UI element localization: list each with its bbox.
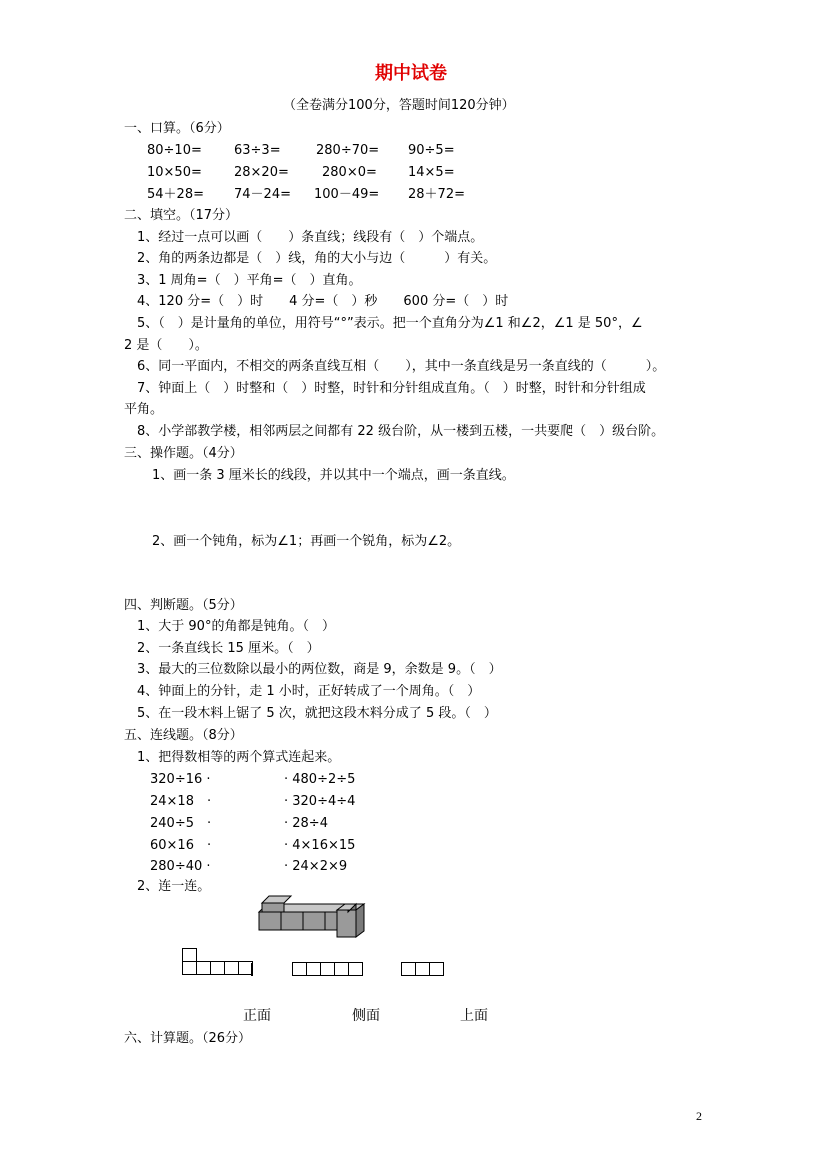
exam-subtitle: （全卷满分100分，答题时间120分钟） <box>283 98 515 113</box>
section-6-heading: 六、计算题。（26分） <box>124 1031 252 1046</box>
draw-question: 1、画一条 3 厘米长的线段，并以其中一个端点，画一条直线。 <box>152 468 515 483</box>
section-5-heading: 五、连线题。（8分） <box>124 728 243 743</box>
match-left-expression: 320÷16 · <box>150 772 211 787</box>
judge-question: 2、一条直线长 15 厘米。（ ） <box>137 641 320 656</box>
match-left-expression: 60×16 · <box>150 838 212 853</box>
section-2-heading: 二、填空。（17分） <box>124 208 239 223</box>
fill-question: 7、钟面上（ ）时整和（ ）时整，时针和分针组成直角。（ ）时整，时针和分针组成 <box>137 381 646 396</box>
match-right-expression: · 480÷2÷5 <box>284 772 356 787</box>
calc-item: 280÷70= <box>316 143 380 158</box>
match-right-expression: · 28÷4 <box>284 816 328 831</box>
calc-item: 54＋28= <box>147 187 204 202</box>
view-label-side: 侧面 <box>352 1008 380 1024</box>
section-3-heading: 三、操作题。（4分） <box>124 446 243 461</box>
calc-item: 14×5= <box>408 165 455 180</box>
fill-question: 8、小学部教学楼，相邻两层之间都有 22 级台阶，从一楼到五楼，一共要爬（ ）级台阶。 <box>137 424 665 439</box>
judge-question: 1、大于 90°的角都是钝角。（ ） <box>137 619 335 634</box>
calc-item: 74－24= <box>234 187 291 202</box>
match-left-expression: 240÷5 · <box>150 816 212 831</box>
match-right-expression: · 320÷4÷4 <box>284 794 356 809</box>
view-shape-a <box>182 948 254 976</box>
calc-item: 28＋72= <box>408 187 465 202</box>
page-title: 期中试卷 <box>375 63 447 84</box>
section-1-heading: 一、口算。（6分） <box>124 121 230 136</box>
fill-question: 3、1 周角=（ ）平角=（ ）直角。 <box>137 273 362 288</box>
calc-item: 63÷3= <box>234 143 281 158</box>
fill-question-continued: 平角。 <box>124 402 164 417</box>
calc-item: 10×50= <box>147 165 202 180</box>
calc-item: 90÷5= <box>408 143 455 158</box>
match-right-expression: · 24×2×9 <box>284 859 348 874</box>
match-left-expression: 24×18 · <box>150 794 212 809</box>
view-shape-b <box>292 962 364 976</box>
view-label-front: 正面 <box>243 1008 271 1024</box>
calc-item: 28×20= <box>234 165 289 180</box>
calc-item: 100－49= <box>314 187 380 202</box>
view-label-top: 上面 <box>460 1008 488 1024</box>
draw-question: 2、画一个钝角，标为∠1；再画一个锐角，标为∠2。 <box>152 534 461 549</box>
judge-question: 4、钟面上的分针，走 1 小时，正好转成了一个周角。（ ） <box>137 684 481 699</box>
judge-question: 3、最大的三位数除以最小的两位数，商是 9，余数是 9。（ ） <box>137 662 502 677</box>
fill-question: 6、同一平面内，不相交的两条直线互相（ ），其中一条直线是另一条直线的（ ）。 <box>137 359 666 374</box>
fill-question: 4、120 分=（ ）时 4 分=（ ）秒 600 分=（ ）时 <box>137 294 509 309</box>
page-number: 2 <box>696 1109 702 1123</box>
view-shape-c <box>401 962 445 976</box>
match-right-expression: · 4×16×15 <box>284 838 356 853</box>
calc-item: 80÷10= <box>147 143 202 158</box>
section-4-heading: 四、判断题。（5分） <box>124 598 243 613</box>
match-left-expression: 280÷40 · <box>150 859 211 874</box>
match-views-instruction: 2、连一连。 <box>137 879 211 894</box>
match-instruction: 1、把得数相等的两个算式连起来。 <box>137 750 341 765</box>
cube-stack-figure <box>256 893 374 939</box>
fill-question: 2、角的两条边都是（ ）线，角的大小与边（ ）有关。 <box>137 251 497 266</box>
fill-question: 5、（ ）是计量角的单位，用符号“°”表示。把一个直角分为∠1 和∠2，∠1 是 50°，∠ <box>137 316 643 331</box>
judge-question: 5、在一段木料上锯了 5 次，就把这段木料分成了 5 段。（ ） <box>137 706 497 721</box>
fill-question: 1、经过一点可以画（ ）条直线；线段有（ ）个端点。 <box>137 230 484 245</box>
fill-question-continued: 2 是（ ）。 <box>124 338 208 353</box>
calc-item: 280×0= <box>322 165 377 180</box>
